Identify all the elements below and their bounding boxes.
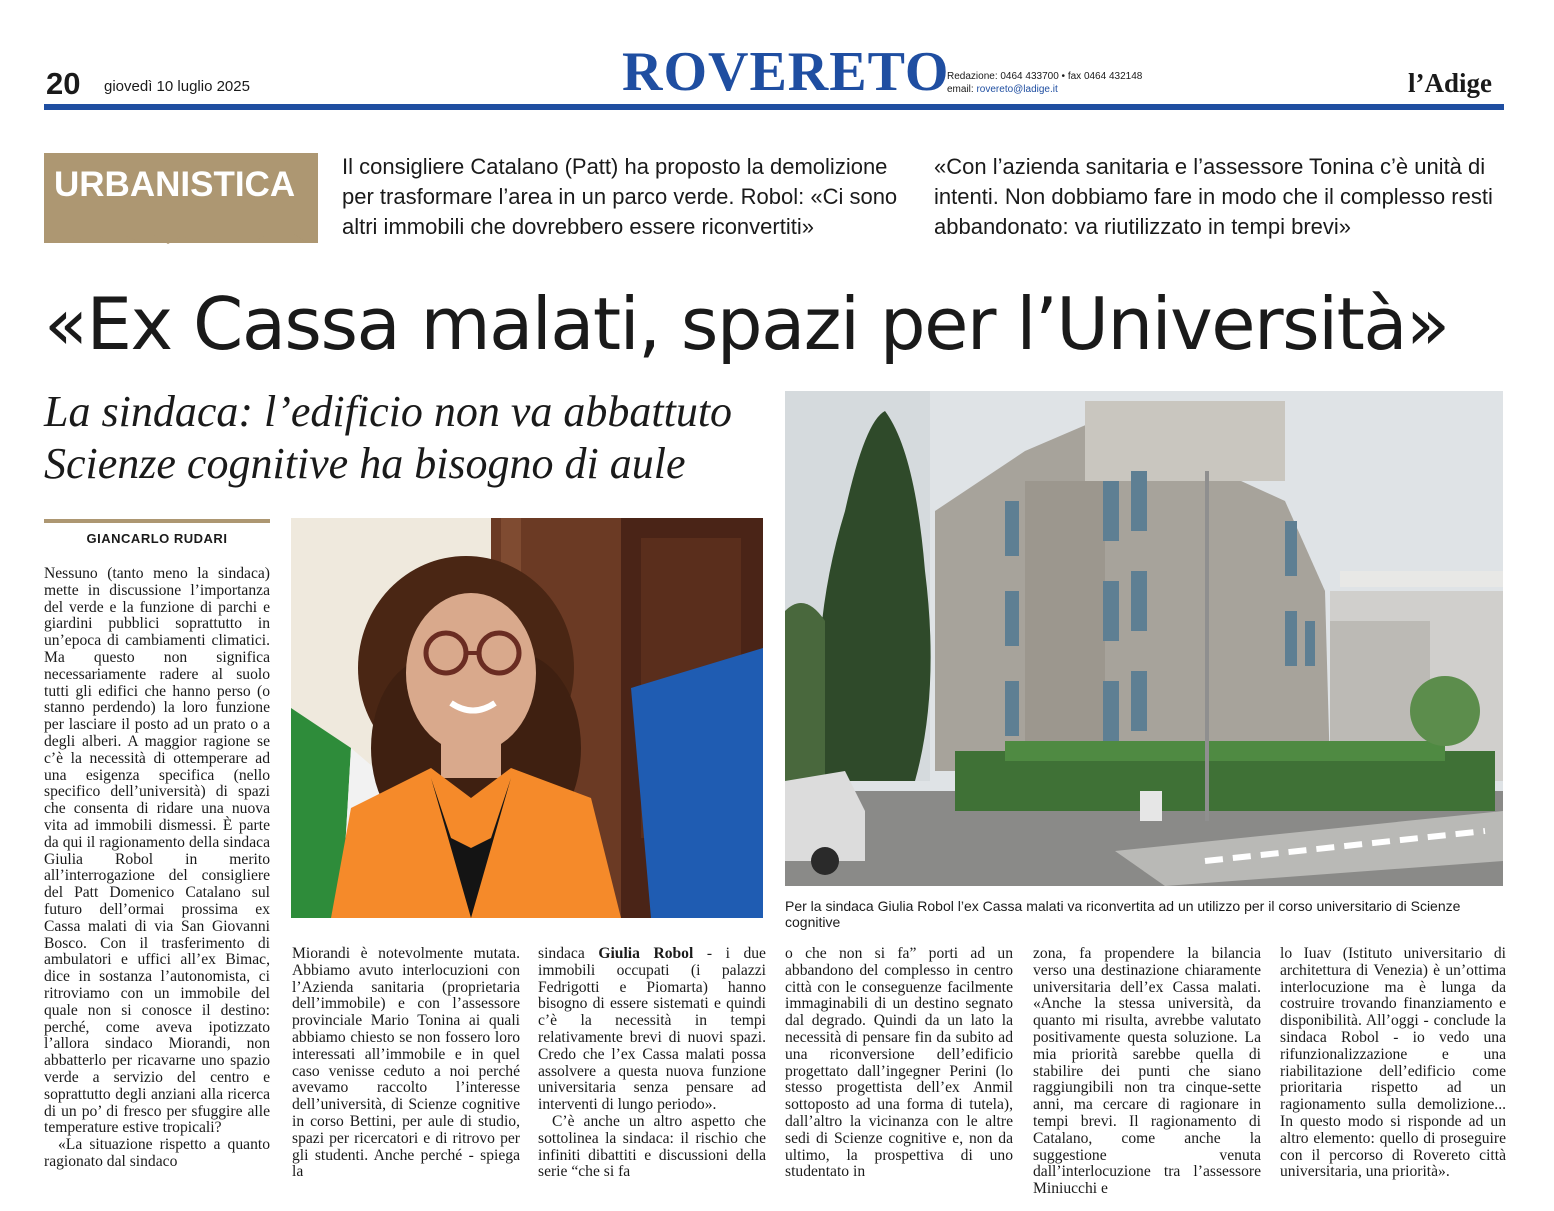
- headline: «Ex Cassa malati, spazi per l’Università»: [44, 282, 1449, 366]
- byline-rule: [44, 519, 270, 523]
- mayor-portrait-photo: [291, 518, 763, 918]
- deck-right: «Con l’azienda sanitaria e l’assessore Tonina c’è unità di intenti. Non dobbiamo fare in modo che il complesso resti abbandonato: va riutilizzato in tempi brevi»: [934, 154, 1493, 239]
- paragraph: C’è anche un altro aspetto che sottolinea la sindaca: il rischio che infiniti dibattiti e discussioni della serie “che si fa: [538, 1112, 766, 1181]
- byline: GIANCARLO RUDARI: [86, 531, 228, 546]
- deck-left: Il consigliere Catalano (Patt) ha proposto la demolizione per trasformare l’area in un parco verde. Robol: «Ci sono altri immobili che dovrebbero essere riconvertiti»: [342, 154, 898, 239]
- contact-info: [947, 70, 1142, 96]
- paragraph: o che non si fa” porti ad un abbandono del complesso in centro città con le conseguenze facilmente immaginabili di un destino segnato dal degrado. Quindi da un lato la necessità di pensare fin da subito ad una riconversione dell’edificio progettato dall’ingegner Perini (lo stesso progettista dell’ex Anmil sottoposto ad una forma di tutela), dall’altro la vicinanza con le altre sedi di Scienze cognitive e, non da ultimo, la prospettiva di uno studentato in: [785, 945, 1013, 1181]
- mayor-name: Giulia Robol: [598, 945, 694, 962]
- paragraph: zona, fa propendere la bilancia verso una destinazione chiaramente universitaria dell’ex Cassa malati. «Anche la stessa università, da quanto mi risulta, avrebbe valutato positivamente questa soluzione. La mia priorità sarebbe quella di stabilire dei punti che siano raggiungibili non tra cinque-sette anni, ma cercare di ragionare in tempi brevi. Il ragionamento di Catalano, come anche la suggestione venuta dall’interlocuzione tra l’assessore Miniucchi e: [1033, 945, 1261, 1198]
- photo-caption: Per la sindaca Giulia Robol l’ex Cassa malati va riconvertita ad un utilizzo per il corso universitario di Scienze cognitive: [785, 898, 1461, 930]
- header-rule: [44, 104, 1504, 110]
- email-link[interactable]: rovereto@ladige.it: [976, 84, 1058, 95]
- paragraph: Miorandi è notevolmente mutata. Abbiamo avuto interlocuzioni con l’Azienda sanitaria (proprietaria dell’immobile) e con l’assessore provinciale Mario Tonina ai quali abbiamo chiesto se non fossero loro interessati all’immobile e in quel caso venisse ceduto a noi perché avevamo raccolto l’interesse dell’università, di Scienze cognitive in corso Bettini, per aule di studio, spazi per ricercatori e di ritrovo per gli studenti. Anche perché - spiega la: [292, 945, 520, 1181]
- paragraph-rest: - i due immobili occupati (i palazzi Fedrigotti e Piomarta) hanno bisogno di essere sistemati e quindi c’è la necessità in tempi relativamente brevi di nuovi spazi. Credo che l’ex Cassa malati possa assolvere a questa nuova funzione universitaria senza pensare ad interventi di lungo periodo».: [538, 945, 766, 1114]
- paragraph: «La situazione rispetto a quanto ragionato dal sindaco: [44, 1136, 270, 1170]
- email-label: email:: [947, 84, 974, 95]
- paragraph: [538, 946, 766, 1114]
- paragraph: Nessuno (tanto meno la sindaca) mette in discussione l’importanza del verde e la funzione di parchi e giardini pubblici soprattutto in un’epoca di cambiamenti climatici. Ma questo non significa necessariamente radere al suolo tutti gli edifici che hanno perso (o stanno perdendo) la loro funzione per lasciare il posto ad un prato o a degli alberi. A maggior ragione se c’è la necessità di ottemperare ad una esigenza specifica (nello specifico dell’università) di spazi che consenta di ridare una nuova vita ad immobili dismessi. È parte da qui il ragionamento della sindaca Giulia Robol in merito all’interrogazione del consigliere del Patt Domenico Catalano sul futuro dell’ormai prossima ex Cassa malati di via San Giovanni Bosco. Con il trasferimento di ambulatori e uffici all’ex Bimac, dice in sostanza l’autonomista, ci ritroviamo con un immobile del quale non si conosce il destino: perché, come aveva ipotizzato l’allora sindaco Miorandi, non abbatterlo per ricavarne uno spazio verde a servizio del centro e soprattutto degli anziani alla ricerca di un po’ di fresco per sfuggire alle temperature estive tropicali?: [44, 565, 270, 1137]
- newspaper-logo: l’Adige: [1408, 68, 1492, 98]
- subhead-line-1: La sindaca: l’edificio non va abbattuto: [44, 387, 733, 436]
- paragraph: lo Iuav (Istituto universitario di architettura di Venezia) è un’ottima interlocuzione ma è lunga da costruire trovando finanziamento e disponibilità. All’oggi - conclude la sindaca Robol - io vedo una rifunzionalizzazione e una riabilitazione dell’edificio come prioritaria rispetto ad un ragionamento sulla demolizione... In questo modo si risponde ad un altro elemento: quello di proseguire con il percorso di Rovereto città universitaria, una priorità».: [1280, 945, 1506, 1181]
- subheadline: [44, 386, 774, 490]
- contact-line: Redazione: 0464 433700 • fax 0464 432148: [947, 71, 1143, 82]
- kicker-label: URBANISTICA: [54, 165, 296, 204]
- paragraph-start: sindaca: [538, 945, 599, 962]
- subhead-line-2: Scienze cognitive ha bisogno di aule: [44, 439, 686, 488]
- torn-edge-decoration: [44, 222, 318, 246]
- article-column-3: [538, 946, 766, 1181]
- article-column-1: [44, 566, 270, 1171]
- article-column-4: [785, 946, 1013, 1181]
- article-column-5: [1033, 946, 1261, 1198]
- issue-date: giovedì 10 luglio 2025: [104, 78, 250, 95]
- page-number: 20: [46, 66, 81, 101]
- article-column-6: [1280, 946, 1506, 1181]
- section-title: ROVERETO: [622, 41, 950, 103]
- building-photo: [785, 391, 1503, 886]
- article-column-2: [292, 946, 520, 1181]
